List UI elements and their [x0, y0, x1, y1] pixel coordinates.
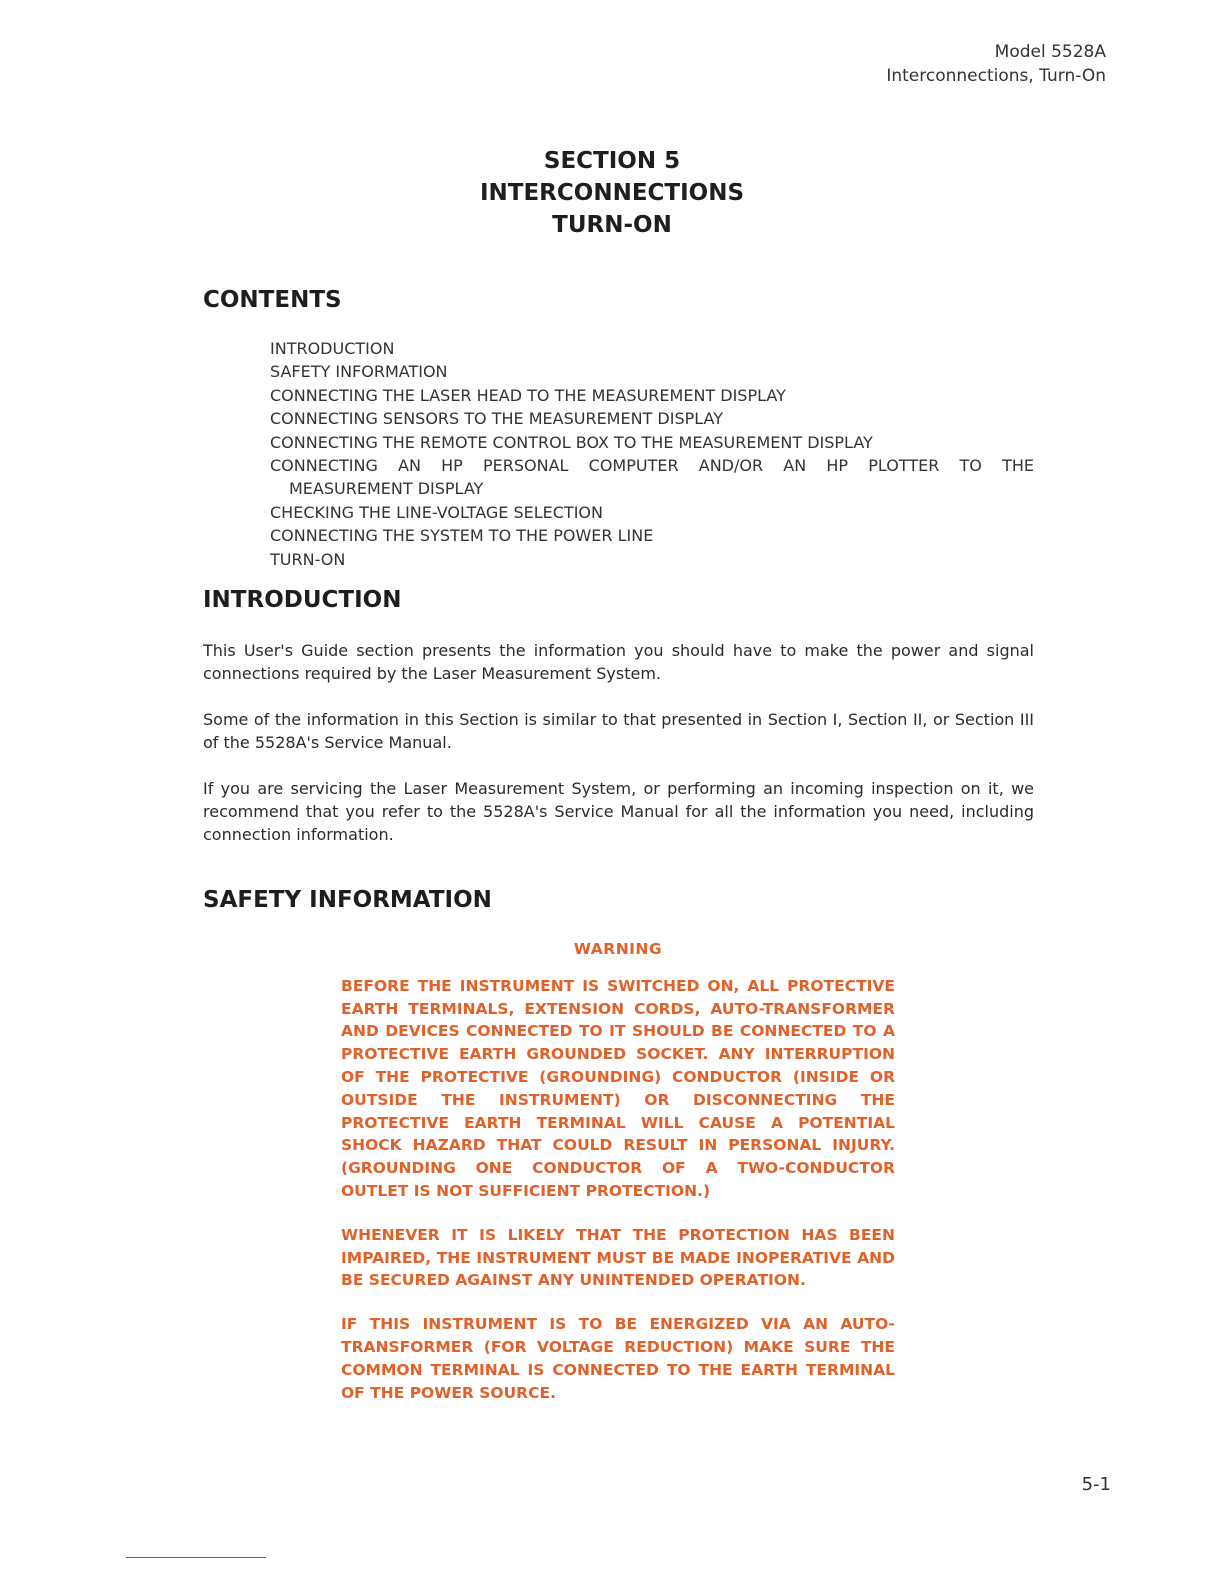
toc-item: TURN-ON — [270, 549, 346, 569]
introduction-paragraph-3: If you are servicing the Laser Measurement System, or performing an incoming inspection on it, we recommend that you refer to the 5528A's Service Manual for all the information you need, including connection information. — [203, 779, 1034, 844]
warning-block — [341, 938, 895, 1425]
section-name-line2: TURN-ON — [552, 212, 672, 238]
warning-paragraph-1: BEFORE THE INSTRUMENT IS SWITCHED ON, ALL PROTECTIVE EARTH TERMINALS, EXTENSION CORDS, AUTO-TRANSFORMER AND DEVICES CONNECTED TO IT SHOULD BE CONNECTED TO A PROTECTIVE EARTH GROUNDED SOCKET. ANY INTERRUPTION OF THE PROTECTIVE (GROUNDING) CONDUCTOR (INSIDE OR OUTSIDE THE INSTRUMENT) OR DISCONNECTING THE PROTECTIVE EARTH TERMINAL WILL CAUSE A POTENTIAL SHOCK HAZARD THAT COULD RESULT IN PERSONAL INJURY. (GROUNDING ONE CONDUCTOR OF A TWO-CONDUCTOR OUTLET IS NOT SUFFICIENT PROTECTION.) — [341, 976, 895, 1200]
toc-item: CONNECTING THE REMOTE CONTROL BOX TO THE MEASUREMENT DISPLAY — [270, 432, 873, 452]
toc-item: INTRODUCTION — [270, 339, 395, 358]
running-header — [886, 40, 1106, 88]
toc-item: CONNECTING THE SYSTEM TO THE POWER LINE — [270, 526, 654, 546]
warning-title: WARNING — [573, 940, 663, 958]
contents-heading: CONTENTS — [203, 287, 342, 313]
toc-item: CONNECTING SENSORS TO THE MEASUREMENT DISPLAY — [270, 409, 724, 429]
toc-item: CHECKING THE LINE-VOLTAGE SELECTION — [270, 502, 603, 522]
introduction-heading: INTRODUCTION — [203, 587, 402, 613]
warning-paragraph-3: IF THIS INSTRUMENT IS TO BE ENERGIZED VIA AN AUTO-TRANSFORMER (FOR VOLTAGE REDUCTION) MAKE SURE THE COMMON TERMINAL IS CONNECTED TO THE EARTH TERMINAL OF THE POWER SOURCE. — [341, 1315, 895, 1402]
contents-list — [270, 337, 1034, 571]
page-number: 5-1 — [1081, 1474, 1111, 1495]
toc-item: SAFETY INFORMATION — [270, 362, 448, 382]
safety-heading: SAFETY INFORMATION — [203, 887, 492, 913]
introduction-paragraph-2: Some of the information in this Section is similar to that presented in Section I, Section II, or Section III of the 5528A's Service Manual. — [203, 710, 1034, 752]
toc-item: CONNECTING AN HP PERSONAL COMPUTER AND/OR AN HP PLOTTER TO THE — [270, 456, 1034, 476]
warning-paragraph-2: WHENEVER IT IS LIKELY THAT THE PROTECTION HAS BEEN IMPAIRED, THE INSTRUMENT MUST BE MADE INOPERATIVE AND BE SECURED AGAINST ANY UNINTENDED OPERATION. — [341, 1225, 895, 1290]
section-number: SECTION 5 — [543, 148, 681, 174]
toc-item-continuation: MEASUREMENT DISPLAY — [289, 479, 484, 499]
header-model: Model 5528A — [994, 42, 1106, 62]
introduction-paragraph-1: This User's Guide section presents the information you should have to make the power and signal connections required by the Laser Measurement System. — [203, 641, 1034, 683]
section-title — [0, 145, 1224, 241]
footer-rule — [126, 1557, 266, 1558]
toc-item: CONNECTING THE LASER HEAD TO THE MEASUREMENT DISPLAY — [270, 385, 786, 405]
section-name-line1: INTERCONNECTIONS — [479, 180, 745, 206]
header-subtitle: Interconnections, Turn-On — [886, 66, 1106, 86]
